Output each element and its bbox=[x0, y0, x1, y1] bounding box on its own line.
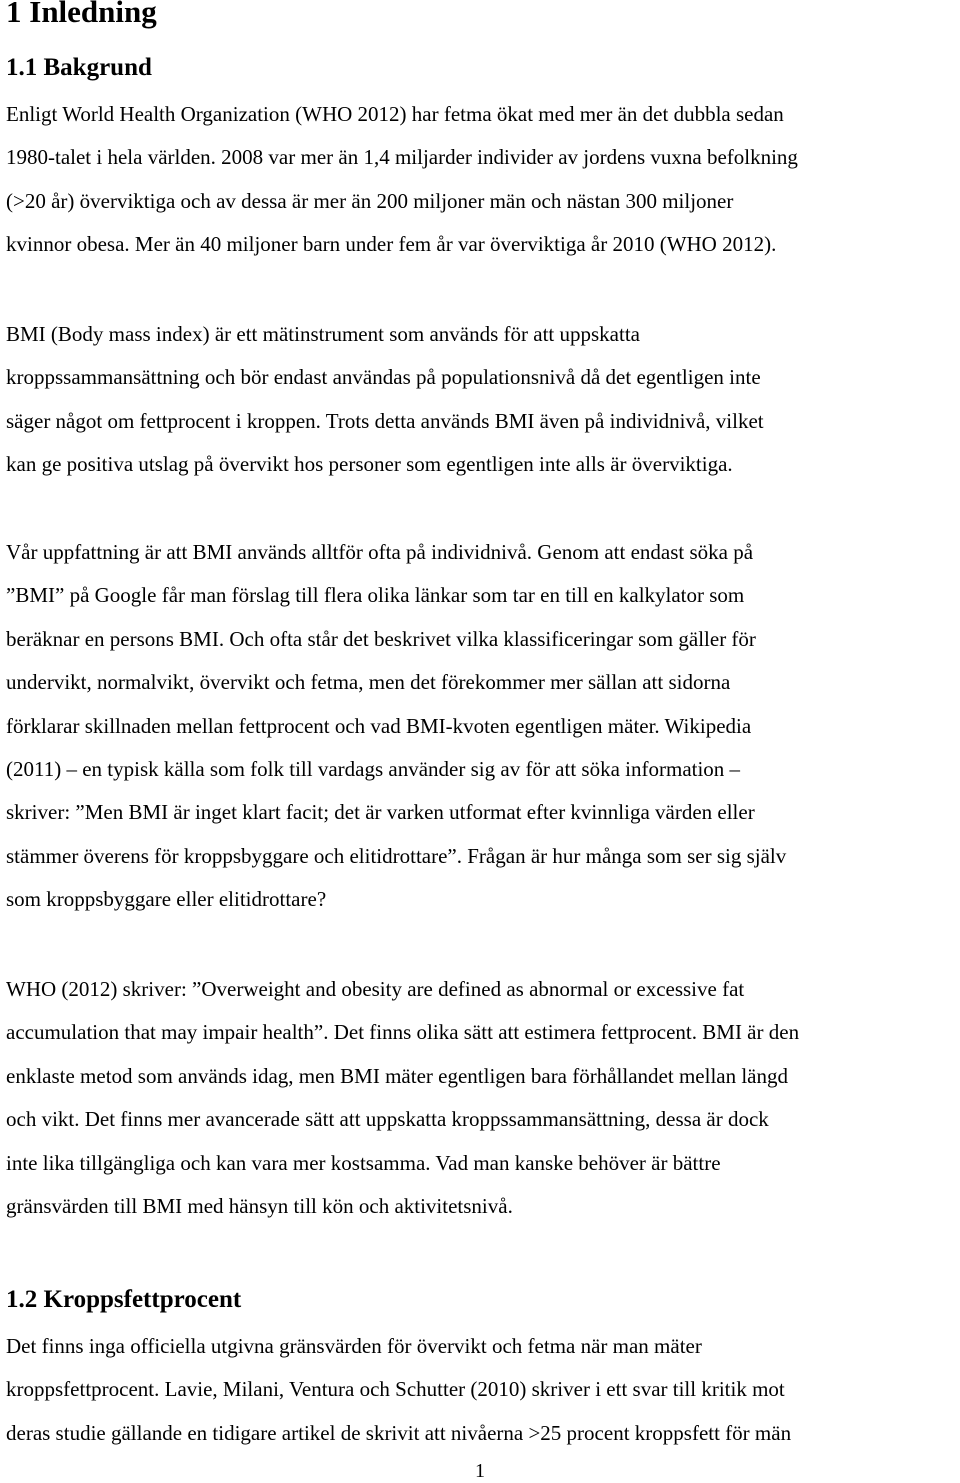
paragraph-body-fat bbox=[6, 1325, 956, 1455]
text-line: enklaste metod som används idag, men BMI mäter egentligen bara förhållandet mellan längd bbox=[6, 1063, 789, 1088]
text-line: kvinnor obesa. Mer än 40 miljoner barn under fem år var överviktiga år 2010 (WHO 2012). bbox=[6, 232, 777, 257]
text-line: accumulation that may impair health”. Det finns olika sätt att estimera fettprocent. BMI är den bbox=[6, 1020, 800, 1045]
text-line: skriver: ”Men BMI är inget klart facit; det är varken utformat efter kvinnliga värden eller bbox=[6, 800, 755, 825]
text-line: WHO (2012) skriver: ”Overweight and obesity are defined as abnormal or excessive fat bbox=[6, 977, 745, 1001]
paragraph-who-obesity bbox=[6, 93, 956, 267]
text-line: (>20 år) överviktiga och av dessa är mer än 200 miljoner män och nästan 300 miljoner bbox=[6, 188, 734, 213]
text-line: Enligt World Health Organization (WHO 2012) har fetma ökat med mer än det dubbla sedan bbox=[6, 102, 784, 126]
text-line: inte lika tillgängliga och kan vara mer kostsamma. Vad man kanske behöver är bättre bbox=[6, 1150, 721, 1175]
paragraph-bmi-usage bbox=[6, 531, 956, 922]
text-line: förklarar skillnaden mellan fettprocent och vad BMI-kvoten egentligen mäter. Wikipedia bbox=[6, 713, 752, 738]
text-line: gränsvärden till BMI med hänsyn till kön och aktivitetsnivå. bbox=[6, 1194, 513, 1219]
text-line: deras studie gällande en tidigare artikel de skrivit att nivåerna >25 procent kroppsfett för män bbox=[6, 1420, 792, 1445]
chapter-heading: 1 Inledning bbox=[6, 0, 157, 29]
text-line: 1980-talet i hela världen. 2008 var mer än 1,4 miljarder individer av jordens vuxna befolkning bbox=[6, 145, 798, 170]
text-line: och vikt. Det finns mer avancerade sätt att uppskatta kroppssammansättning, dessa är dock bbox=[6, 1107, 769, 1132]
text-line: beräknar en persons BMI. Och ofta står det beskrivet vilka klassificeringar som gäller för bbox=[6, 626, 756, 651]
text-line: säger något om fettprocent i kroppen. Trots detta används BMI även på individnivå, vilket bbox=[6, 408, 764, 433]
text-line: kroppsfettprocent. Lavie, Milani, Ventura och Schutter (2010) skriver i ett svar till kritik mot bbox=[6, 1377, 785, 1402]
paragraph-who-definition bbox=[6, 968, 956, 1228]
text-line: ”BMI” på Google får man förslag till flera olika länkar som tar en till en kalkylator som bbox=[6, 583, 745, 608]
text-line: (2011) – en typisk källa som folk till vardags använder sig av för att söka information – bbox=[6, 757, 741, 782]
page-number: 1 bbox=[475, 1460, 485, 1482]
text-line: Vår uppfattning är att BMI används alltför ofta på individnivå. Genom att endast söka på bbox=[6, 540, 754, 564]
section-heading-bakgrund: 1.1 Bakgrund bbox=[6, 54, 152, 81]
text-line: undervikt, normalvikt, övervikt och fetma, men det förekommer mer sällan att sidorna bbox=[6, 670, 731, 695]
text-line: som kroppsbyggare eller elitidrottare? bbox=[6, 887, 327, 912]
text-line: Det finns inga officiella utgivna gränsvärden för övervikt och fetma när man mäter bbox=[6, 1334, 702, 1358]
section-heading-kroppsfettprocent: 1.2 Kroppsfettprocent bbox=[6, 1286, 242, 1313]
text-line: kan ge positiva utslag på övervikt hos personer som egentligen inte alls är överviktiga. bbox=[6, 452, 733, 477]
text-line: kroppssammansättning och bör endast användas på populationsnivå då det egentligen inte bbox=[6, 365, 761, 390]
text-line: BMI (Body mass index) är ett mätinstrument som används för att uppskatta bbox=[6, 322, 640, 346]
paragraph-bmi-definition bbox=[6, 313, 956, 487]
text-line: stämmer överens för kroppsbyggare och elitidrottare”. Frågan är hur många som ser sig själv bbox=[6, 843, 787, 868]
